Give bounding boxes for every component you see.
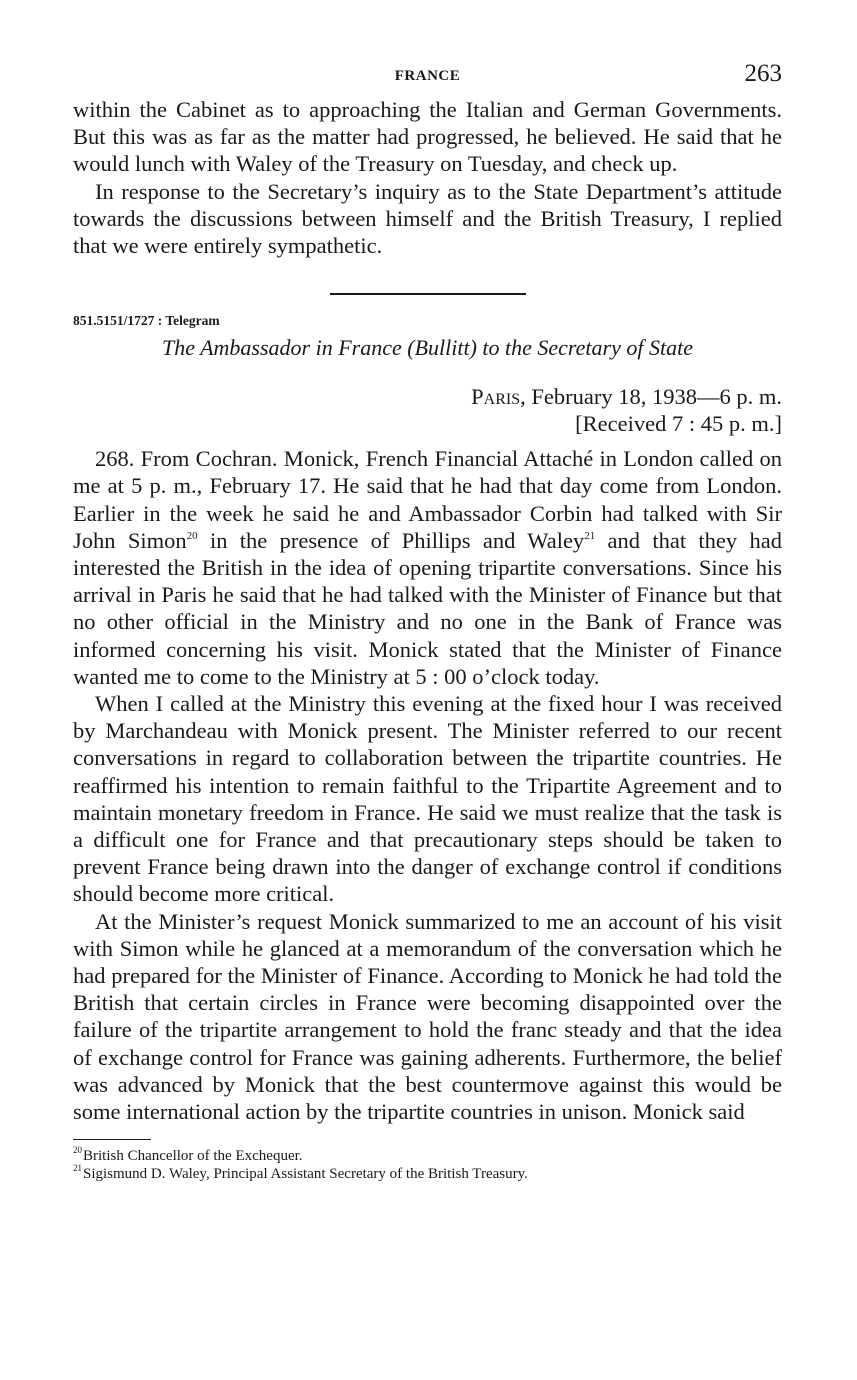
continued-text xyxy=(73,96,782,259)
footnote: 21 Sigismund D. Waley, Principal Assistant Secretary of the British Treasury. xyxy=(73,1163,528,1183)
dateline xyxy=(73,383,782,437)
continued-paragraph: within the Cabinet as to approaching the Italian and German Governments. But this was as far as the matter had progressed, he believed. He said that he would lunch with Waley of the Treasury on Tuesday, and check up. xyxy=(73,97,782,177)
paragraph-text: and that they had interested the British in the idea of opening tripartite conversations. Since his arrival in Paris he said that he had talked with the Minister of Finance but that no other official in the Ministry and no one in the Bank of France was informed concerning his visit. Monick stated that the Minister of Finance wanted me to come to the Ministry at 5 : 00 o’clock today. xyxy=(73,527,782,689)
telegram-paragraph: When I called at the Ministry this evening at the fixed hour I was received by Marchandeau with Monick present. The Minister referred to our recent conversations in regard to collaboration between the tripartite countries. He reaffirmed his intention to remain faithful to the Tripartite Agreement and to maintain monetary freedom in France. He said we must realize that the task is a difficult one for France and that precautionary steps should be taken to prevent France being drawn into the danger of exchange control if conditions should become more critical. xyxy=(73,691,782,907)
footnote-ref[interactable]: 21 xyxy=(584,529,596,542)
file-reference: 851.5151/1727 : Telegram xyxy=(73,313,220,329)
footnote-divider xyxy=(73,1139,151,1140)
document-title: The Ambassador in France (Bullitt) to the Secretary of State xyxy=(162,335,693,361)
dateline-date: , February 18, 1938—6 p. m. xyxy=(520,384,782,410)
page-number: 263 xyxy=(744,60,782,87)
telegram-body xyxy=(73,445,782,1125)
footnote: 20 British Chancellor of the Exchequer. xyxy=(73,1145,303,1165)
footnote-ref[interactable]: 20 xyxy=(186,529,198,542)
running-title: FRANCE xyxy=(394,68,461,84)
telegram-paragraph xyxy=(73,445,782,690)
document-page xyxy=(73,60,782,1184)
paragraph-text: in the presence of Phillips and Waley xyxy=(197,527,585,553)
dateline-place: Paris xyxy=(471,384,521,410)
footnotes xyxy=(73,1145,782,1183)
telegram-paragraph: At the Minister’s request Monick summarized to me an account of his visit with Simon while he glanced at a memorandum of the conversation which he had prepared for the Minister of Finance. According to Monick he had told the British that certain circles in France were becoming disappointed over the failure of the tripartite arrangement to hold the franc steady and that the idea of exchange control for France was gaining adherents. Furthermore, the belief was advanced by Monick that the best countermove against this would be some international action by the tripartite countries in unison. Monick said xyxy=(73,908,782,1125)
footnote-text: British Chancellor of the Exchequer. xyxy=(83,1148,303,1165)
paragraph-text: 268. From Cochran. Monick, French Financial Attaché in London called on me at 5 p. m., February 17. He said that he had that day come from London. Earlier in the week he said he and Ambassador Corbin had talked with Sir John Simon xyxy=(73,446,782,553)
received-time: [Received 7 : 45 p. m.] xyxy=(575,411,782,437)
running-header xyxy=(73,60,782,96)
continued-paragraph: In response to the Secretary’s inquiry as to the State Department’s attitude towards the discussions between himself and the British Treasury, I replied that we were entirely sympathetic. xyxy=(73,178,782,259)
section-divider xyxy=(330,293,526,295)
footnote-text: Sigismund D. Waley, Principal Assistant Secretary of the British Treasury. xyxy=(83,1166,528,1183)
